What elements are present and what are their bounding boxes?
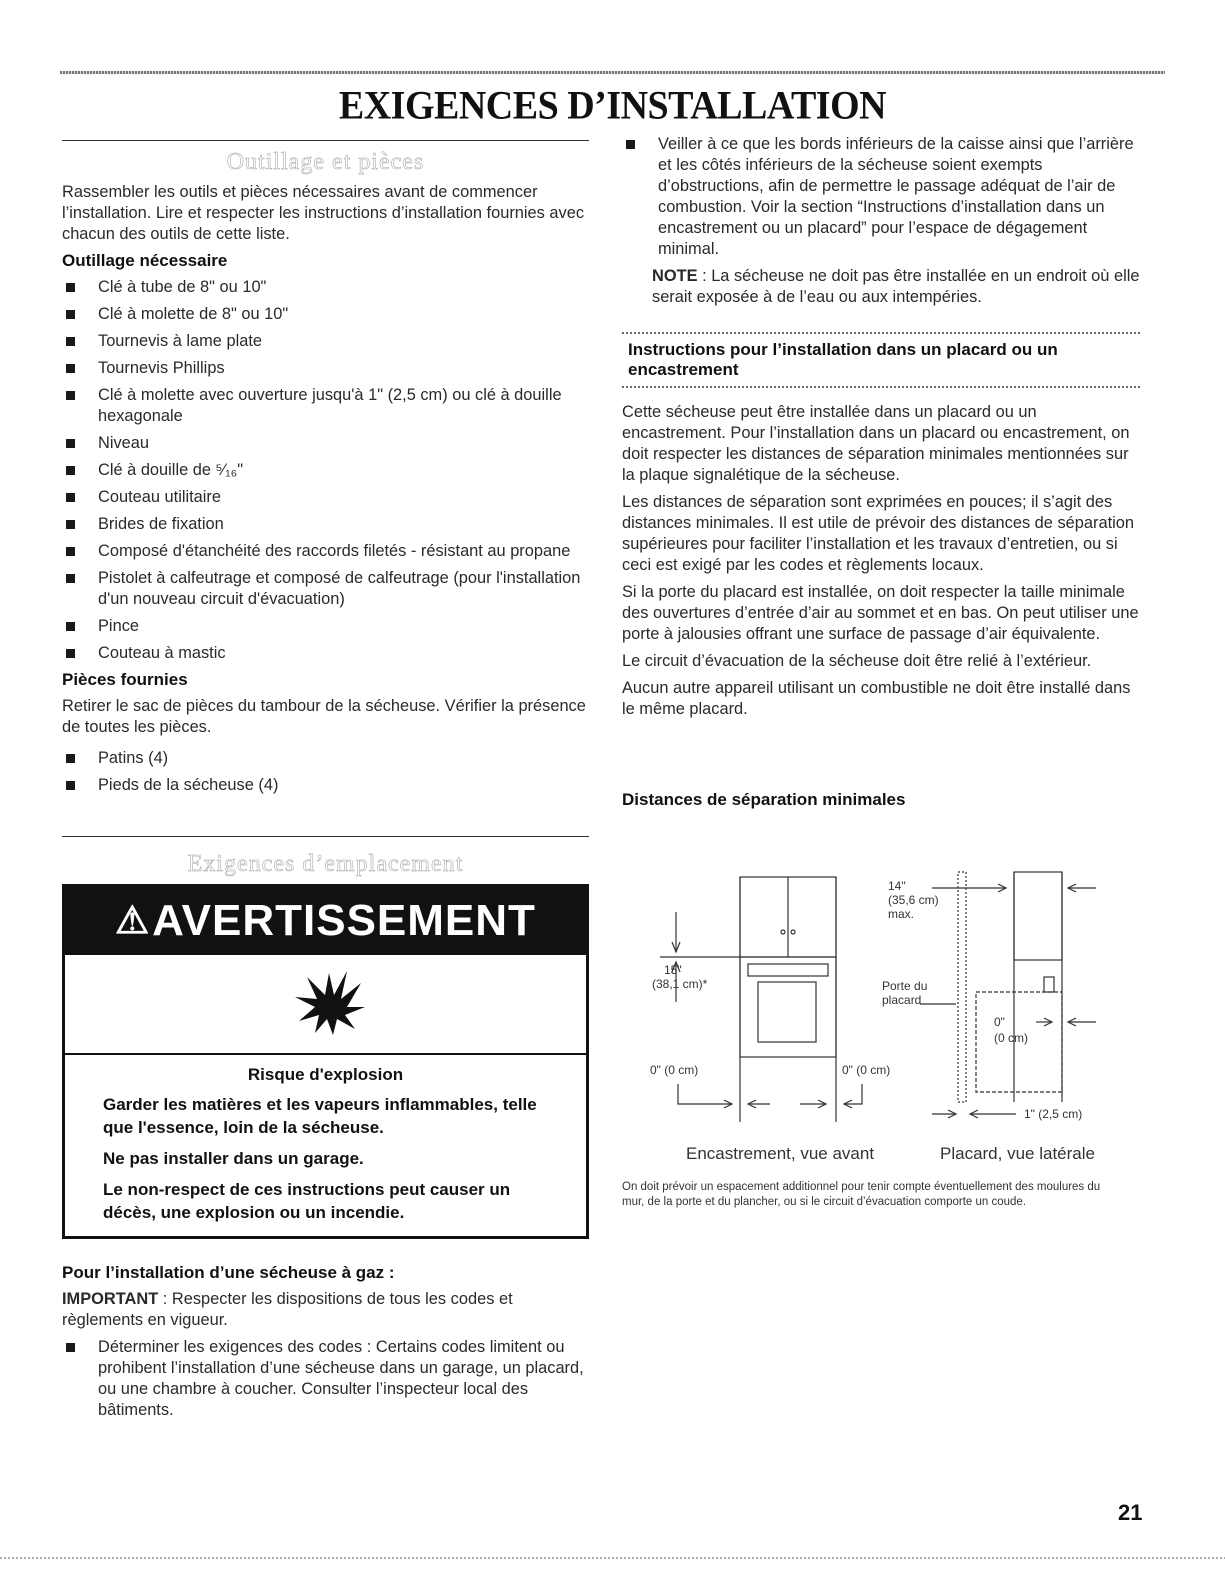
warning-box (62, 884, 589, 1239)
bullet-icon (66, 391, 75, 400)
bullet-icon (66, 649, 75, 658)
side-door-line2: placard (882, 993, 922, 1007)
section-rule (62, 836, 589, 837)
explosion-icon-area (65, 955, 586, 1055)
front-view (660, 877, 862, 1122)
tools-section-heading: Outillage et pièces (226, 149, 425, 175)
required-tools-list (62, 277, 589, 664)
caption-side: Placard, vue latérale (940, 1144, 1095, 1163)
list-item: Déterminer les exigences des codes : Certains codes limitent ou prohibent l’installation d’une sécheuse dans un garage, un placard, ou une chambre à coucher. Consulter l’inspecteur local des bâtiments. (62, 1337, 589, 1421)
warning-line: Le non-respect de ces instructions peut causer un décès, une explosion ou un incendie. (103, 1180, 511, 1222)
closet-paragraph: Le circuit d’évacuation de la sécheuse doit être relié à l’extérieur. (622, 652, 1092, 670)
side-mid-value: 0" (994, 1015, 1005, 1029)
list-item: Clé à molette avec ouverture jusqu'à 1" (2,5 cm) ou clé à douille hexagonale (62, 385, 589, 427)
side-top-max: max. (888, 907, 915, 921)
front-top-metric: (38,1 cm)* (652, 977, 708, 991)
bullet-icon (66, 439, 75, 448)
bullet-icon (66, 283, 75, 292)
closet-paragraph: Cette sécheuse peut être installée dans un placard ou un encastrement. Pour l’installation dans un placard ou encastrement, on doit respecter les distances de séparation minimales mentionnées sur la plaque signalétique de la sécheuse. (622, 403, 1130, 484)
location-section-heading: Exigences d’emplacement (187, 851, 464, 877)
bullet-icon (66, 364, 75, 373)
list-item: Composé d'étanchéité des raccords filetés - résistant au propane (62, 541, 589, 562)
right-list (622, 134, 1142, 260)
right-column (622, 134, 1142, 816)
parts-intro: Retirer le sac de pièces du tambour de la sécheuse. Vérifier la présence de toutes les pièces. (62, 697, 586, 736)
list-item: Tournevis à lame plate (62, 331, 589, 352)
clearance-diagram-svg (620, 852, 1150, 1122)
side-mid-metric: (0 cm) (994, 1031, 1028, 1045)
hazard-title: Risque d'explosion (247, 1065, 404, 1084)
clearance-diagram (620, 852, 1150, 1208)
warning-text (65, 1055, 586, 1236)
list-item: Pieds de la sécheuse (4) (62, 775, 589, 796)
bullet-icon (66, 337, 75, 346)
front-right-zero: 0" (0 cm) (842, 1063, 891, 1077)
list-item: Tournevis Phillips (62, 358, 589, 379)
list-item: Clé à douille de ⁵⁄₁₆" (62, 460, 589, 481)
list-item: Patins (4) (62, 748, 589, 769)
bottom-dotted-rule (0, 1557, 1225, 1559)
list-item: Couteau utilitaire (62, 487, 589, 508)
parts-heading: Pièces fournies (62, 670, 188, 689)
required-tools-heading: Outillage nécessaire (62, 251, 228, 270)
bullet-icon (626, 140, 635, 149)
list-item: Clé à molette de 8" ou 10" (62, 304, 589, 325)
side-view (920, 872, 1096, 1118)
list-item: Veiller à ce que les bords inférieurs de la caisse ainsi que l’arrière et les côtés inférieurs de la sécheuse soient exempts d’obstructions, afin de permettre le passage adéquat de l’air de combustion. Voir la section “Instructions d’installation dans un encastrement ou un placard” pour l’espace de dégagement minimal. (622, 134, 1142, 260)
bullet-icon (66, 547, 75, 556)
closet-paragraph: Les distances de séparation sont exprimées en pouces; il s’agit des distances minimales. Il est utile de prévoir des distances de séparation supérieures pour faciliter l’installation et les travaux d’entretien, ou si ceci est exigé par les codes et règlements locaux. (622, 493, 1135, 574)
bullet-icon (66, 574, 75, 583)
bullet-icon (66, 310, 75, 319)
list-item: Brides de fixation (62, 514, 589, 535)
side-top-metric: (35,6 cm) (888, 893, 939, 907)
bullet-icon (66, 520, 75, 529)
list-item: Couteau à mastic (62, 643, 589, 664)
closet-paragraph: Si la porte du placard est installée, on doit respecter la taille minimale des ouvertures d’entrée d’air au sommet et en bas. On peut utiliser une porte à jalousies offrant une surface de passage d’air équivalente. (622, 583, 1139, 643)
side-view-labels (882, 879, 1082, 1121)
list-item: Pistolet à calfeutrage et composé de calfeutrage (pour l'installation d'un nouveau circuit d'évacuation) (62, 568, 589, 610)
note-paragraph: NOTE : La sécheuse ne doit pas être installée en un endroit où elle serait exposée à de l’eau ou aux intempéries. (652, 267, 1140, 306)
front-top-value: 15" (664, 963, 682, 977)
closet-paragraph: Aucun autre appareil utilisant un combustible ne doit être installé dans le même placard. (622, 679, 1131, 718)
bullet-icon (66, 781, 75, 790)
side-door-line1: Porte du (882, 979, 928, 993)
warning-banner: ⚠AVERTISSEMENT (65, 887, 586, 955)
diagram-footnote: On doit prévoir un espacement additionnel pour tenir compte éventuellement des moulures du mur, de la porte et du plancher, ou si le circuit d’évacuation comporte un coude. (622, 1181, 1101, 1208)
page-title: EXIGENCES D’INSTALLATION (338, 83, 887, 129)
gas-list (62, 1337, 589, 1421)
caption-front: Encastrement, vue avant (686, 1144, 875, 1163)
list-item: Clé à tube de 8" ou 10" (62, 277, 589, 298)
warning-triangle-icon: ⚠ (115, 900, 151, 942)
list-item: Pince (62, 616, 589, 637)
bullet-icon (66, 1343, 75, 1352)
warning-line: Garder les matières et les vapeurs inflammables, telle que l'essence, loin de la sécheuse. (103, 1095, 537, 1137)
explosion-icon (289, 963, 369, 1043)
diagram-heading: Distances de séparation minimales (622, 790, 906, 809)
front-left-zero: 0" (0 cm) (650, 1063, 699, 1077)
bullet-icon (66, 493, 75, 502)
top-dotted-rule (60, 71, 1165, 74)
section-rule (62, 140, 589, 141)
warning-line: Ne pas installer dans un garage. (103, 1149, 364, 1168)
gas-heading: Pour l’installation d’une sécheuse à gaz : (62, 1263, 395, 1282)
dotted-rule (622, 332, 1142, 334)
bullet-icon (66, 466, 75, 475)
side-top-value: 14" (888, 879, 906, 893)
tools-intro: Rassembler les outils et pièces nécessaires avant de commencer l’installation. Lire et respecter les instructions d’installation fournies avec chacun des outils de cette liste. (62, 183, 585, 243)
page-number: 21 (1118, 1500, 1143, 1525)
side-bottom-value: 1" (2,5 cm) (1024, 1107, 1083, 1121)
dotted-rule (622, 386, 1142, 388)
closet-heading: Instructions pour l’installation dans un placard ou un encastrement (628, 340, 1058, 379)
front-view-labels (650, 963, 890, 1077)
left-column (62, 140, 589, 1427)
parts-list (62, 748, 589, 796)
list-item: Niveau (62, 433, 589, 454)
important-paragraph: IMPORTANT : Respecter les dispositions de tous les codes et règlements en vigueur. (62, 1290, 513, 1329)
bullet-icon (66, 622, 75, 631)
bullet-icon (66, 754, 75, 763)
